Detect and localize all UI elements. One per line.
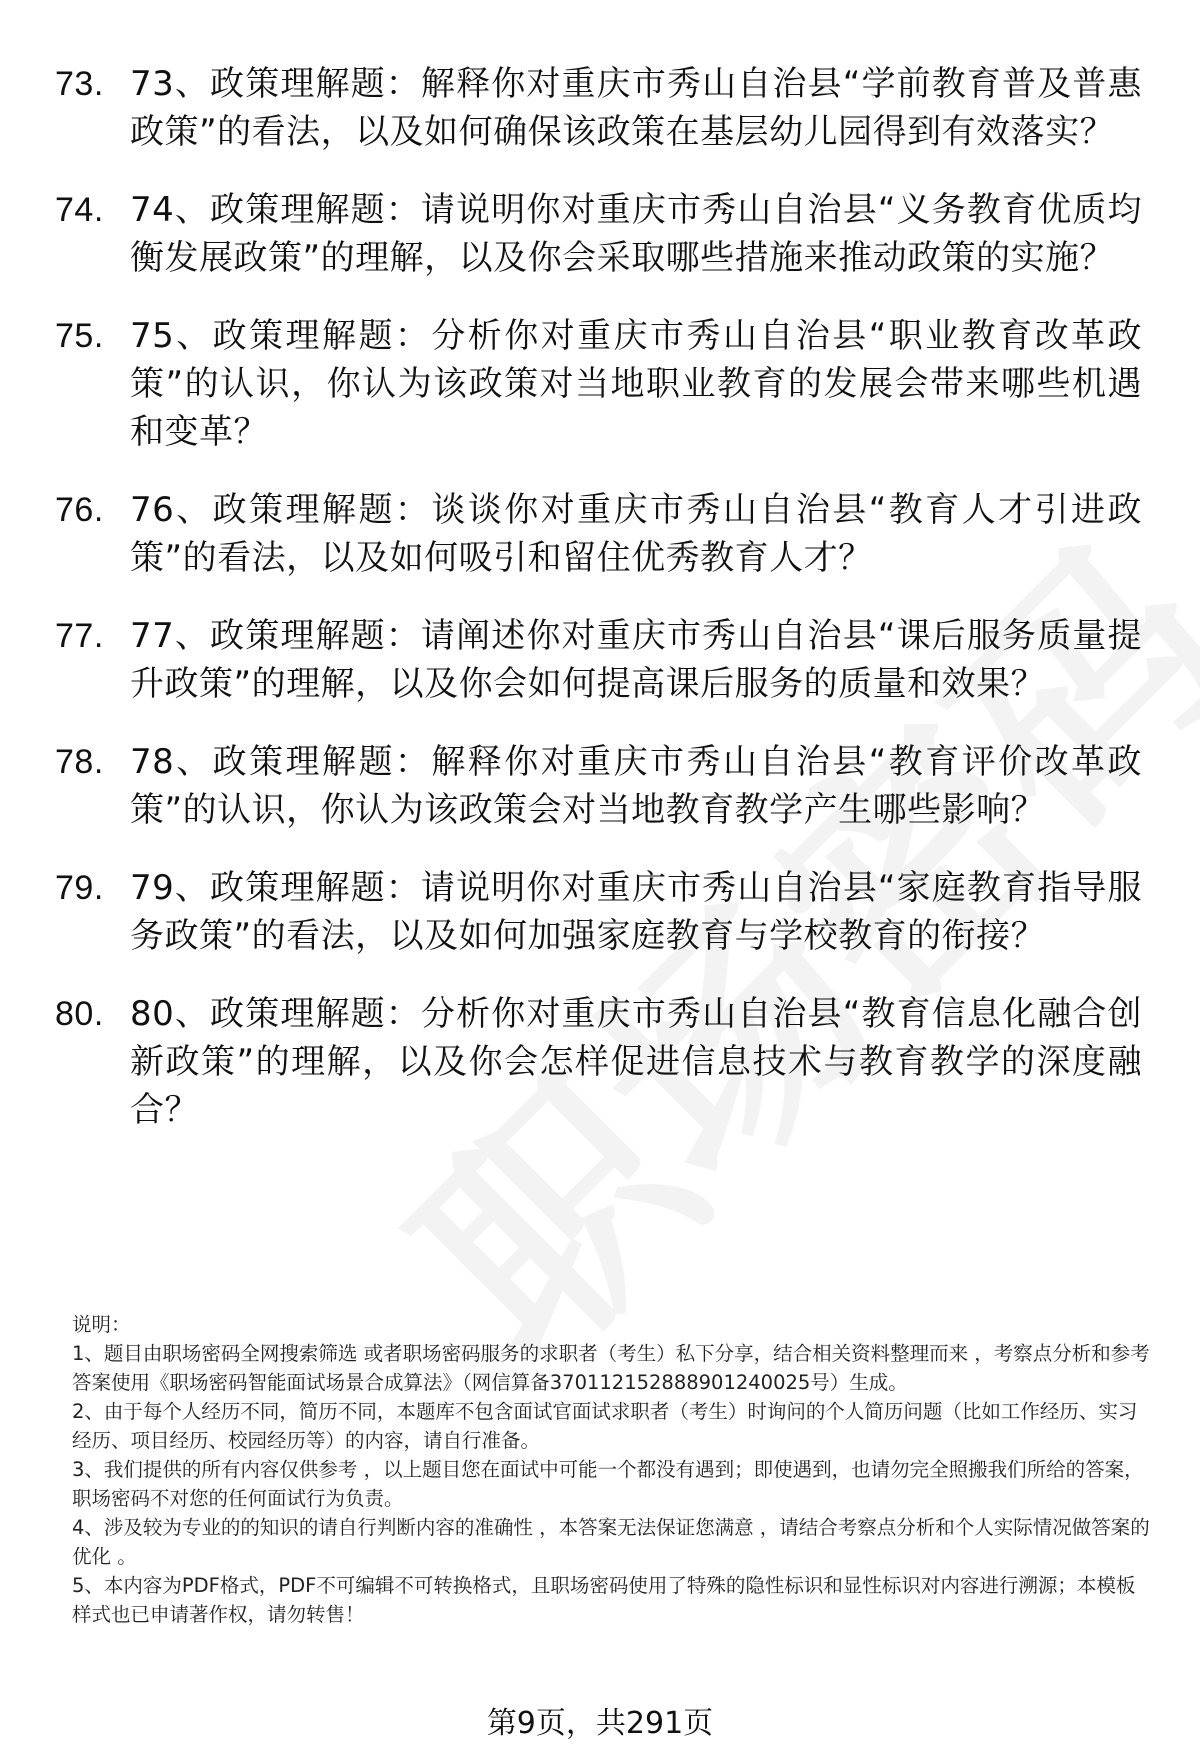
question-text: 80、政策理解题：分析你对重庆市秀山自治县“教育信息化融合创新政策”的理解，以及你会怎样促进信息技术与教育教学的深度融合？ <box>130 994 1142 1130</box>
note-item: 1、题目由职场密码全网搜索筛选 或者职场密码服务的求职者（考生）私下分享，结合相关资料整理而来 ，考察点分析和参考答案使用《职场密码智能面试场景合成算法》（网信算备370112152888901240025号）生成。 <box>72 1342 1150 1394</box>
question-text: 79、政策理解题：请说明你对重庆市秀山自治县“家庭教育指导服务政策”的看法，以及如何加强家庭教育与学校教育的衔接？ <box>130 868 1142 956</box>
question-number: 73. <box>55 65 104 103</box>
question-number: 78. <box>55 743 104 781</box>
question-item <box>0 60 1200 156</box>
notes-heading: 说明： <box>72 1313 131 1336</box>
question-item <box>0 738 1200 834</box>
question-item <box>0 312 1200 456</box>
question-number: 77. <box>55 617 104 655</box>
question-text: 74、政策理解题：请说明你对重庆市秀山自治县“义务教育优质均衡发展政策”的理解，以及你会采取哪些措施来推动政策的实施？ <box>130 190 1142 278</box>
notes-section <box>72 1310 1152 1629</box>
note-item: 3、我们提供的所有内容仅供参考 ，以上题目您在面试中可能一个都没有遇到；即使遇到，也请勿完全照搬我们所给的答案，职场密码不对您的任何面试行为负责。 <box>72 1458 1144 1510</box>
question-item <box>0 990 1200 1134</box>
question-item <box>0 864 1200 960</box>
question-item <box>0 612 1200 708</box>
note-item: 5、本内容为PDF格式，PDF不可编辑不可转换格式，且职场密码使用了特殊的隐性标识和显性标识对内容进行溯源；本模板样式也已申请著作权，请勿转售！ <box>72 1574 1136 1626</box>
page-number: 第9页，共291页 <box>486 1706 714 1741</box>
question-number: 76. <box>55 491 104 529</box>
question-number: 79. <box>55 869 104 907</box>
question-text: 75、政策理解题：分析你对重庆市秀山自治县“职业教育改革政策”的认识，你认为该政策对当地职业教育的发展会带来哪些机遇和变革？ <box>130 316 1142 452</box>
question-text: 77、政策理解题：请阐述你对重庆市秀山自治县“课后服务质量提升政策”的理解，以及你会如何提高课后服务的质量和效果？ <box>130 616 1142 704</box>
question-list <box>0 60 1200 1164</box>
question-text: 73、政策理解题：解释你对重庆市秀山自治县“学前教育普及普惠政策”的看法，以及如何确保该政策在基层幼儿园得到有效落实？ <box>130 64 1142 152</box>
question-item <box>0 486 1200 582</box>
question-item <box>0 186 1200 282</box>
question-text: 76、政策理解题：谈谈你对重庆市秀山自治县“教育人才引进政策”的看法，以及如何吸引和留住优秀教育人才？ <box>130 490 1142 578</box>
question-number: 74. <box>55 191 104 229</box>
question-text: 78、政策理解题：解释你对重庆市秀山自治县“教育评价改革政策”的认识，你认为该政策会对当地教育教学产生哪些影响？ <box>130 742 1142 830</box>
question-number: 80. <box>55 995 104 1033</box>
note-item: 2、由于每个人经历不同，简历不同，本题库不包含面试官面试求职者（考生）时询问的个人简历问题（比如工作经历、实习经历、项目经历、校园经历等）的内容，请自行准备。 <box>72 1400 1138 1452</box>
question-number: 75. <box>55 317 104 355</box>
note-item: 4、涉及较为专业的的知识的请自行判断内容的准确性 ，本答案无法保证您满意 ，请结合考察点分析和个人实际情况做答案的优化 。 <box>72 1516 1150 1568</box>
